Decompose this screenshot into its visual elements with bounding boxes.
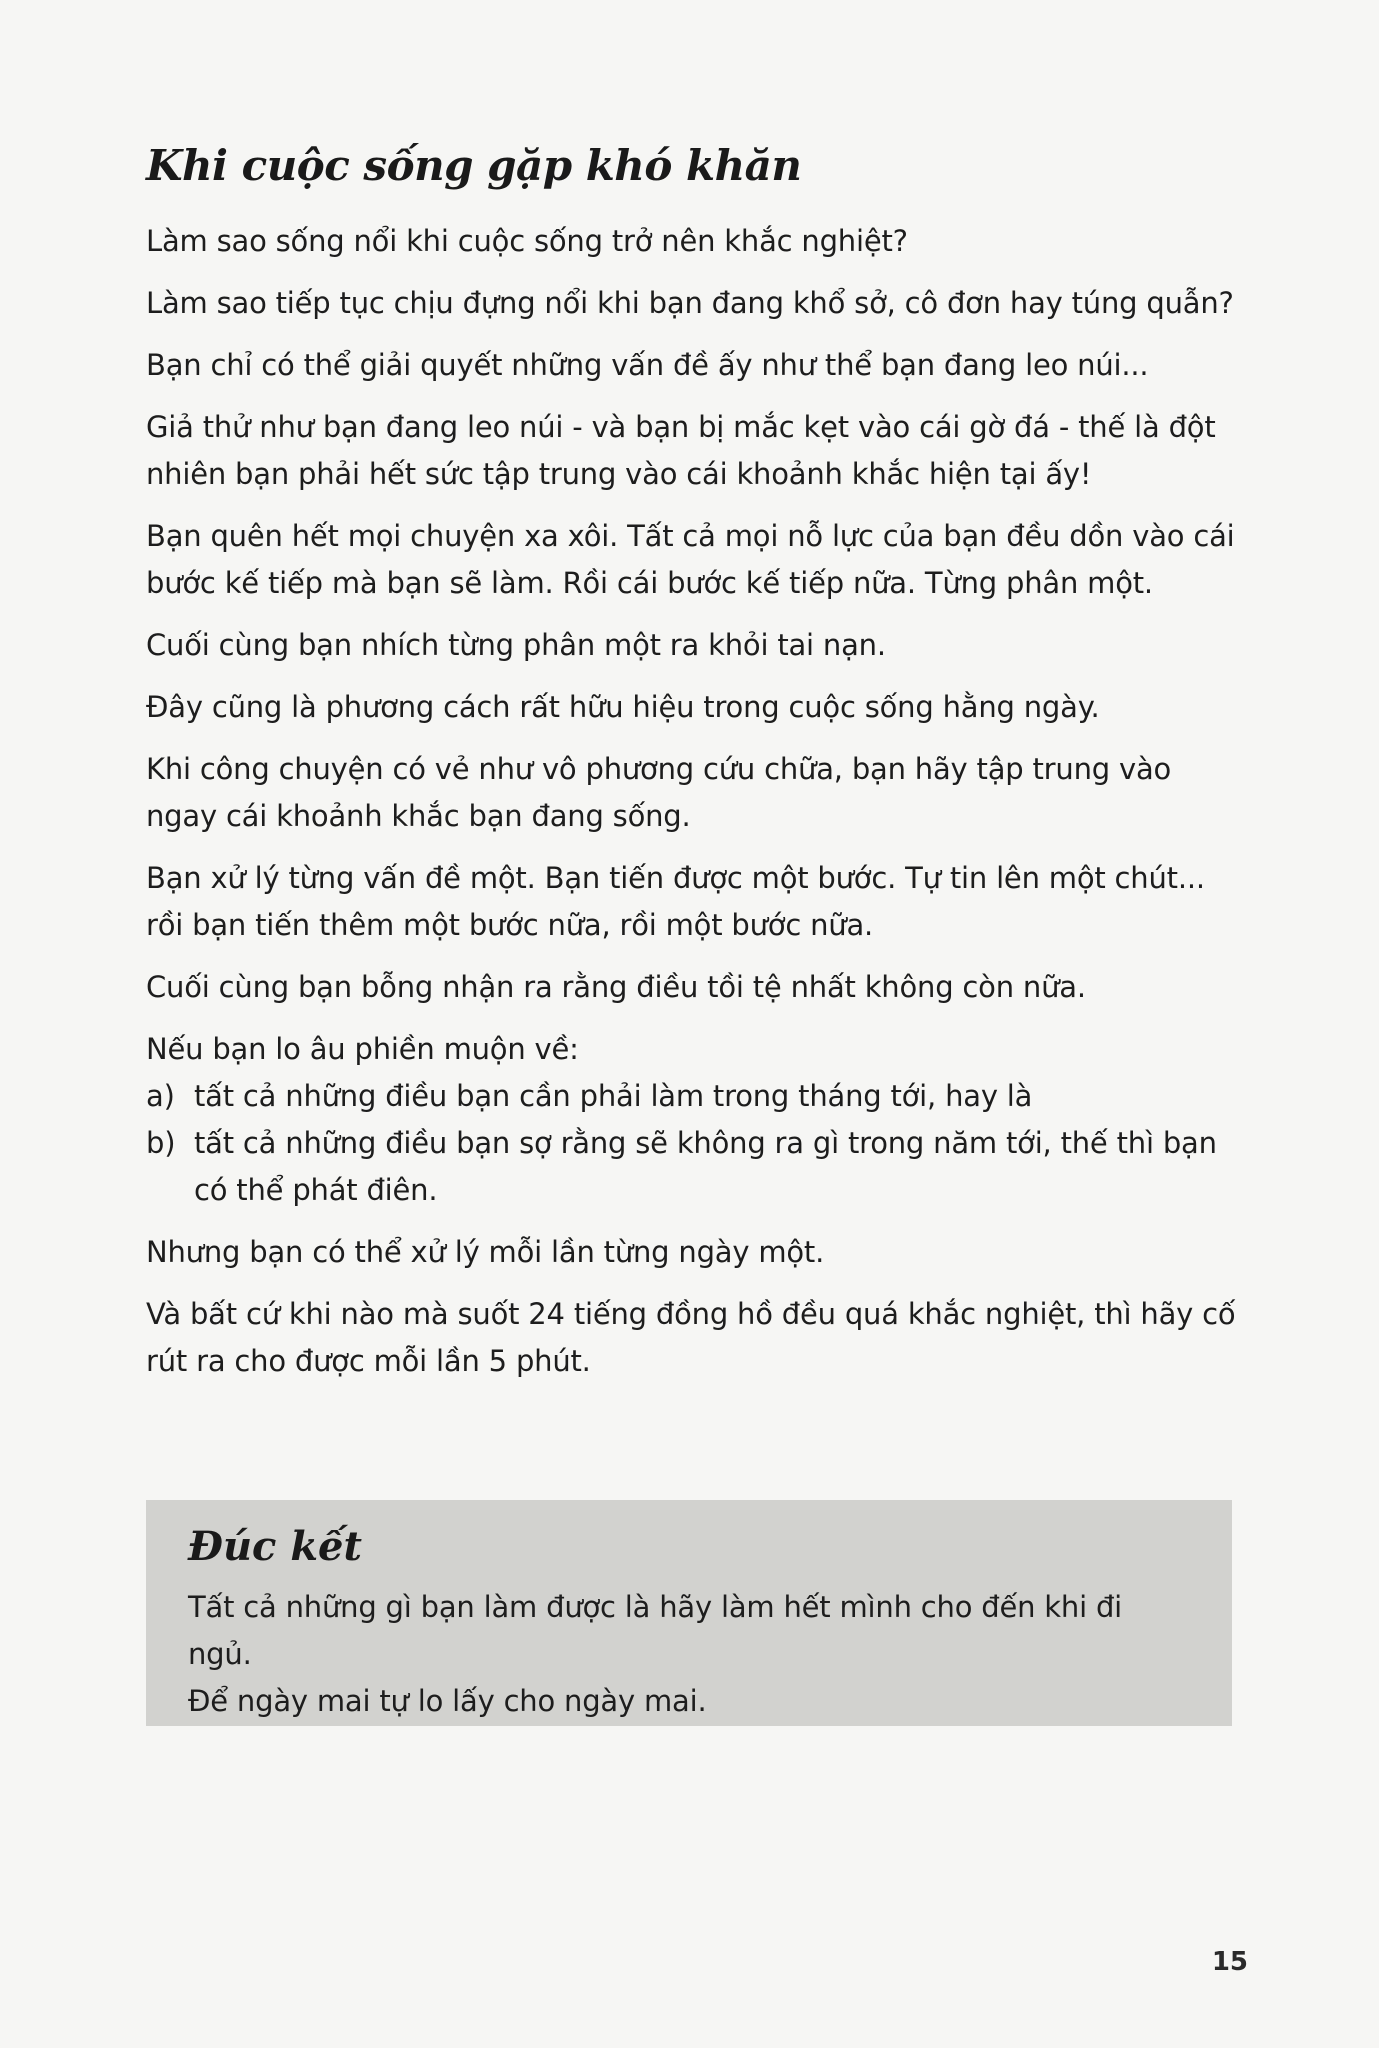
page-number: 15 bbox=[1211, 1947, 1248, 1977]
paragraph: Nhưng bạn có thể xử lý mỗi lần từng ngày một. bbox=[146, 1235, 825, 1269]
list-item-text: tất cả những điều bạn sợ rằng sẽ không ra gì trong năm tới, thế thì bạn có thể phát điên. bbox=[194, 1126, 1217, 1207]
chapter-title: Khi cuộc sống gặp khó khăn bbox=[146, 141, 802, 190]
list-item bbox=[146, 1120, 1242, 1214]
paragraph: Và bất cứ khi nào mà suốt 24 tiếng đồng hồ đều quá khắc nghiệt, thì hãy cố rút ra cho được mỗi lần 5 phút. bbox=[146, 1297, 1236, 1378]
list-item bbox=[146, 1073, 1242, 1120]
paragraph: Giả thử như bạn đang leo núi - và bạn bị mắc kẹt vào cái gờ đá - thế là đột nhiên bạn phải hết sức tập trung vào cái khoảnh khắc hiện tại ấy! bbox=[146, 410, 1216, 491]
paragraph: Khi công chuyện có vẻ như vô phương cứu chữa, bạn hãy tập trung vào ngay cái khoảnh khắc bạn đang sống. bbox=[146, 752, 1172, 833]
list-marker: a) bbox=[146, 1079, 175, 1113]
paragraph: Làm sao sống nổi khi cuộc sống trở nên khắc nghiệt? bbox=[146, 224, 908, 258]
summary-line: Tất cả những gì bạn làm được là hãy làm hết mình cho đến khi đi ngủ. bbox=[188, 1590, 1123, 1671]
list-item-text: tất cả những điều bạn cần phải làm trong tháng tới, hay là bbox=[194, 1079, 1033, 1113]
paragraph: Đây cũng là phương cách rất hữu hiệu trong cuộc sống hằng ngày. bbox=[146, 690, 1100, 724]
page-content bbox=[146, 140, 1242, 1400]
list-intro: Nếu bạn lo âu phiền muộn về: bbox=[146, 1032, 579, 1066]
summary-box bbox=[146, 1500, 1232, 1726]
worry-list bbox=[146, 1073, 1242, 1214]
paragraph: Làm sao tiếp tục chịu đựng nổi khi bạn đang khổ sở, cô đơn hay túng quẫn? bbox=[146, 286, 1234, 320]
paragraph: Bạn chỉ có thể giải quyết những vấn đề ấy như thể bạn đang leo núi... bbox=[146, 348, 1149, 382]
paragraph: Cuối cùng bạn nhích từng phân một ra khỏi tai nạn. bbox=[146, 628, 886, 662]
list-marker: b) bbox=[146, 1126, 176, 1160]
paragraph: Cuối cùng bạn bỗng nhận ra rằng điều tồi tệ nhất không còn nữa. bbox=[146, 970, 1086, 1004]
summary-line: Để ngày mai tự lo lấy cho ngày mai. bbox=[188, 1684, 707, 1718]
summary-title: Đúc kết bbox=[188, 1523, 362, 1570]
paragraph: Bạn xử lý từng vấn đề một. Bạn tiến được một bước. Tự tin lên một chút... rồi bạn tiến thêm một bước nữa, rồi một bước nữa. bbox=[146, 861, 1205, 942]
paragraph: Bạn quên hết mọi chuyện xa xôi. Tất cả mọi nỗ lực của bạn đều dồn vào cái bước kế tiếp mà bạn sẽ làm. Rồi cái bước kế tiếp nữa. Từng phân một. bbox=[146, 519, 1235, 600]
